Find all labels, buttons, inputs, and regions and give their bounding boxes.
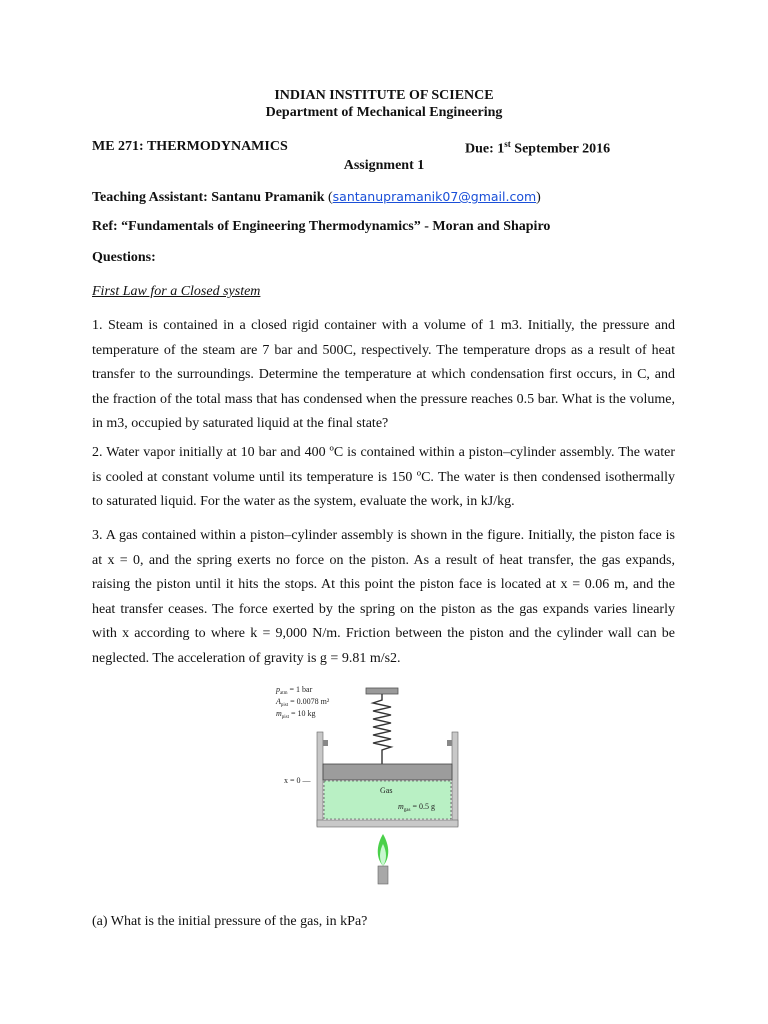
question-3a: (a) What is the initial pressure of the gas, in kPa? bbox=[92, 914, 368, 929]
ta-label: Teaching Assistant: Santanu Pramanik bbox=[92, 190, 325, 205]
section-title: First Law for a Closed system bbox=[92, 284, 261, 299]
cylinder-wall-left bbox=[317, 732, 323, 826]
gas-label: Gas bbox=[380, 786, 393, 795]
x-zero-label: x = 0 — bbox=[284, 776, 311, 785]
due-sup: st bbox=[504, 139, 511, 149]
spring bbox=[373, 694, 391, 764]
ta-open: ( bbox=[324, 190, 333, 205]
mgas-label: $m_{gas} = 0.5$ g bbox=[398, 802, 435, 813]
teaching-assistant bbox=[92, 189, 541, 206]
reference: Ref: “Fundamentals of Engineering Thermodynamics” - Moran and Shapiro bbox=[92, 219, 551, 234]
ta-email-link[interactable]: santanupramanik07@gmail.com bbox=[332, 189, 537, 204]
due-suffix: September 2016 bbox=[510, 141, 611, 157]
due-prefix: Due: 1 bbox=[465, 141, 505, 157]
question-1: 1. Steam is contained in a closed rigid container with a volume of 1 m3. Initially, the pressure and temperature of the steam are 7 bar and 500C, respectively. The temperature drops as a result of heat transfer to the surroundings. Determine the temperature at which condensation first occurs, in C, and the fraction of the total mass that has condensed when the pressure reaches 0.5 bar. What is the volume, in m3, occupied by saturated liquid at the final state? bbox=[92, 318, 675, 431]
question-3: 3. A gas contained within a piston–cylinder assembly is shown in the figure. Initially, the piston face is at x = 0, and the spring exerts no force on the piston. As a result of heat transfer, the gas expands, raising the piston until it hits the stops. At this point the piston face is located at x = 0.06 m, and the heat transfer ceases. The force exerted by the spring on the piston as the gas expands varies linearly with x according to where k = 9,000 N/m. Friction between the piston and the cylinder wall can be neglected. The acceleration of gravity is g = 9.81 m/s2. bbox=[92, 528, 675, 666]
course-code: ME 271: THERMODYNAMICS bbox=[92, 139, 288, 154]
stop-right bbox=[447, 740, 452, 746]
piston bbox=[323, 764, 452, 780]
question-2: 2. Water vapor initially at 10 bar and 400 ºC is contained within a piston–cylinder assembly. The water is cooled at constant volume until its temperature is 150 ºC. The water is then condensed isothermally to saturated liquid. For the water as the system, evaluate the work, in kJ/kg. bbox=[92, 445, 675, 509]
cylinder-wall-right bbox=[452, 732, 458, 826]
questions-heading: Questions: bbox=[92, 250, 156, 265]
due-date bbox=[465, 139, 610, 158]
piston-cylinder-figure bbox=[262, 676, 482, 896]
patm-label: $p_{atm} = 1$ bar bbox=[276, 685, 313, 696]
assignment-title: Assignment 1 bbox=[343, 158, 425, 173]
cylinder-base bbox=[317, 820, 458, 827]
institute-title: INDIAN INSTITUTE OF SCIENCE bbox=[274, 88, 494, 103]
apist-label: $A_{pist} = 0.0078$ m² bbox=[276, 697, 330, 708]
stop-left bbox=[323, 740, 328, 746]
burner bbox=[378, 866, 388, 884]
ta-close: ) bbox=[536, 190, 541, 205]
department-title: Department of Mechanical Engineering bbox=[265, 105, 503, 120]
spring-mount bbox=[366, 688, 398, 694]
mpist-label: $m_{pist} = 10$ kg bbox=[276, 709, 316, 720]
